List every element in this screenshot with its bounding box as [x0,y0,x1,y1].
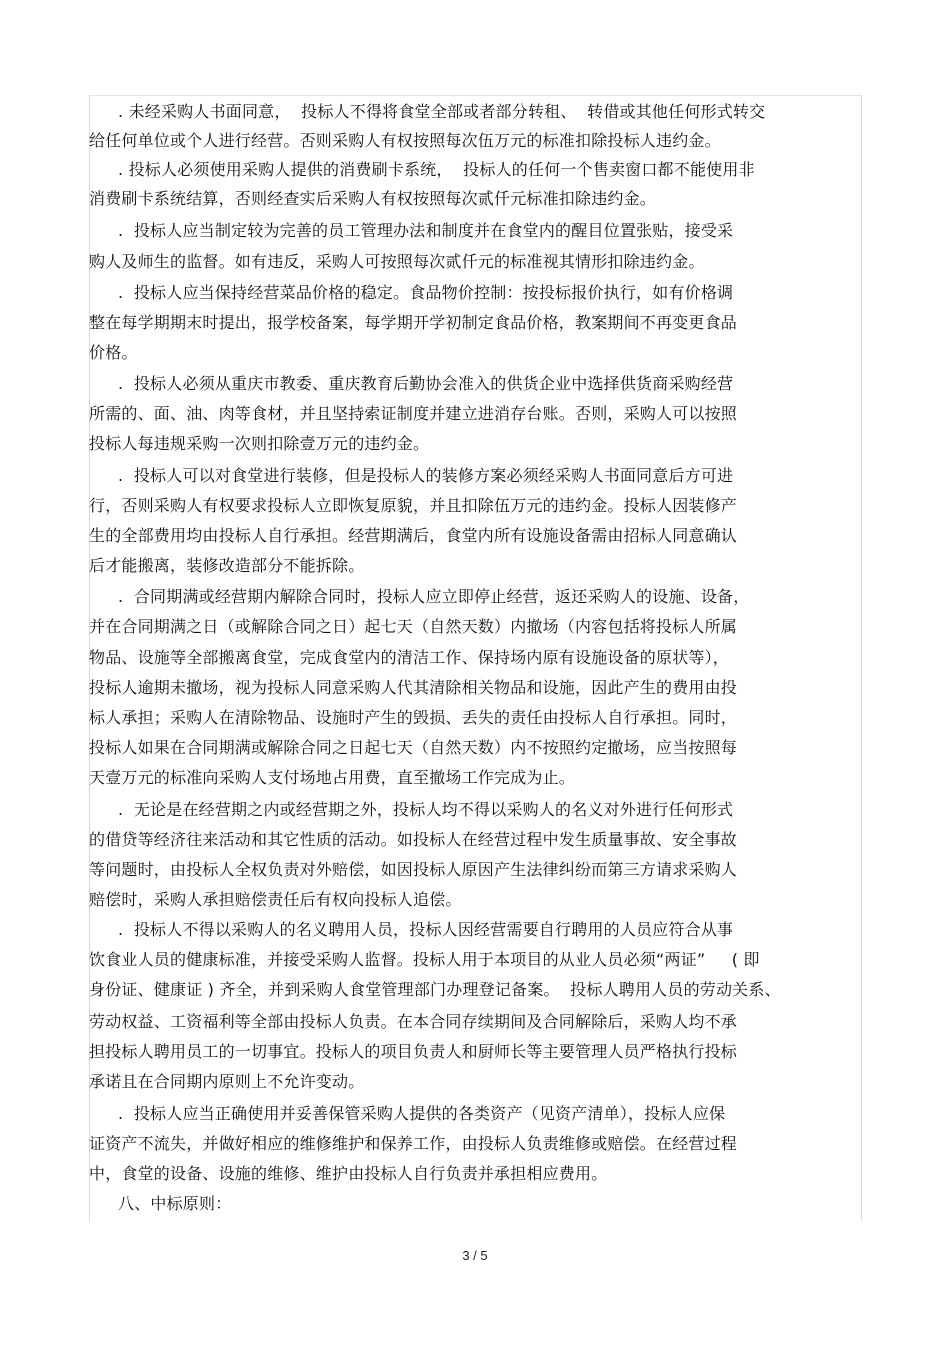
text-line: 标人承担；采购人在清除物品、设施时产生的毁损、丢失的责任由投标人自行承担。同时， [89,708,738,727]
text-line: 投标人逾期未撤场，视为投标人同意采购人代其清除相关物品和设施，因此产生的费用由投 [89,678,738,697]
text-line: 所需的、面、油、肉等食材，并且坚持索证制度并建立进消存台账。否则，采购人可以按照 [89,404,738,423]
text-line: 饮食业人员的健康标准，并接受采购人监督。投标人用于本项目的从业人员必须“两证” ( 即 [89,950,760,969]
page-number: 3 / 5 [462,1248,488,1263]
text-line: 的借贷等经济往来活动和其它性质的活动。如投标人在经营过程中发生质量事故、安全事故 [89,830,738,849]
text-line: 等问题时，由投标人全权负责对外赔偿，如因投标人原因产生法律纠纷而第三方请求采购人 [89,860,738,879]
text-line: 行，否则采购人有权要求投标人立即恢复原貌，并且扣除伍万元的违约金。投标人因装修产 [89,496,738,515]
text-line: . 投标人必须从重庆市教委、重庆教育后勤协会准入的供货企业中选择供货商采购经营 [118,374,734,393]
text-line: 投标人每违规采购一次则扣除壹万元的违约金。 [89,434,430,453]
text-line: 投标人如果在合同期满或解除合同之日起七天（自然天数）内不按照约定撤场，应当按照每 [89,738,738,757]
text-line: 担投标人聘用员工的一切事宜。投标人的项目负责人和厨师长等主要管理人员严格执行投标 [89,1042,738,1061]
text-line: 天壹万元的标准向采购人支付场地占用费，直至撤场工作完成为止。 [89,768,576,787]
text-line: . 投标人必须使用采购人提供的消费刷卡系统， 投标人的任何一个售卖窗口都不能使用非 [118,160,755,179]
text-line: . 合同期满或经营期内解除合同时，投标人应立即停止经营，返还采购人的设施、设备， [118,587,750,606]
text-line: . 投标人应当制定较为完善的员工管理办法和制度并在食堂内的醒目位置张贴，接受采 [118,221,734,240]
text-line: 消费刷卡系统结算，否则经查实后采购人有权按照每次贰仟元标准扣除违约金。 [89,189,657,208]
text-line: 中，食堂的设备、设施的维修、维护由投标人自行负责并承担相应费用。 [89,1164,608,1183]
text-line: 整在每学期期末时提出，报学校备案，每学期开学初制定食品价格，教案期间不再变更食品 [89,313,738,332]
text-line: 身份证、健康证 ) 齐全，并到采购人食堂管理部门办理登记备案。 投标人聘用人员的劳动关系、 [89,980,781,999]
text-line: . 投标人可以对食堂进行装修，但是投标人的装修方案必须经采购人书面同意后方可进 [118,466,734,485]
text-line: . 投标人应当正确使用并妥善保管采购人提供的各类资产（见资产清单），投标人应保 [118,1104,726,1123]
text-line: . 投标人不得以采购人的名义聘用人员，投标人因经营需要自行聘用的人员应符合从事 [118,920,734,939]
text-line: 并在合同期满之日（或解除合同之日）起七天（自然天数）内撤场（内容包括将投标人所属 [89,617,738,636]
text-line: . 无论是在经营期之内或经营期之外，投标人均不得以采购人的名义对外进行任何形式 [118,800,734,819]
text-line: 承诺且在合同期内原则上不允许变动。 [89,1072,365,1091]
text-line: . 投标人应当保持经营菜品价格的稳定。食品物价控制：按投标报价执行，如有价格调 [118,283,734,302]
text-line: 购人及师生的监督。如有违反，采购人可按照每次贰仟元的标准视其情形扣除违约金。 [89,252,705,271]
text-line: . 未经采购人书面同意， 投标人不得将食堂全部或者部分转租、 转借或其他任何形式转交 [118,102,766,121]
text-line: 价格。 [89,343,138,362]
text-line: 赔偿时，采购人承担赔偿责任后有权向投标人追偿。 [89,890,462,909]
text-line: 劳动权益、工资福利等全部由投标人负责。在本合同存续期间及合同解除后，采购人均不承 [89,1012,738,1031]
text-line: 给任何单位或个人进行经营。否则采购人有权按照每次伍万元的标准扣除投标人违约金。 [89,131,721,150]
section-heading: 八、中标原则： [118,1194,232,1213]
text-line: 物品、设施等全部搬离食堂，完成食堂内的清洁工作、保持场内原有设施设备的原状等）， [89,648,730,667]
text-line: 后才能搬离，装修改造部分不能拆除。 [89,556,365,575]
text-line: 生的全部费用均由投标人自行承担。经营期满后，食堂内所有设施设备需由招标人同意确认 [89,526,738,545]
text-line: 证资产不流失，并做好相应的维修维护和保养工作，由投标人负责维修或赔偿。在经营过程 [89,1134,738,1153]
